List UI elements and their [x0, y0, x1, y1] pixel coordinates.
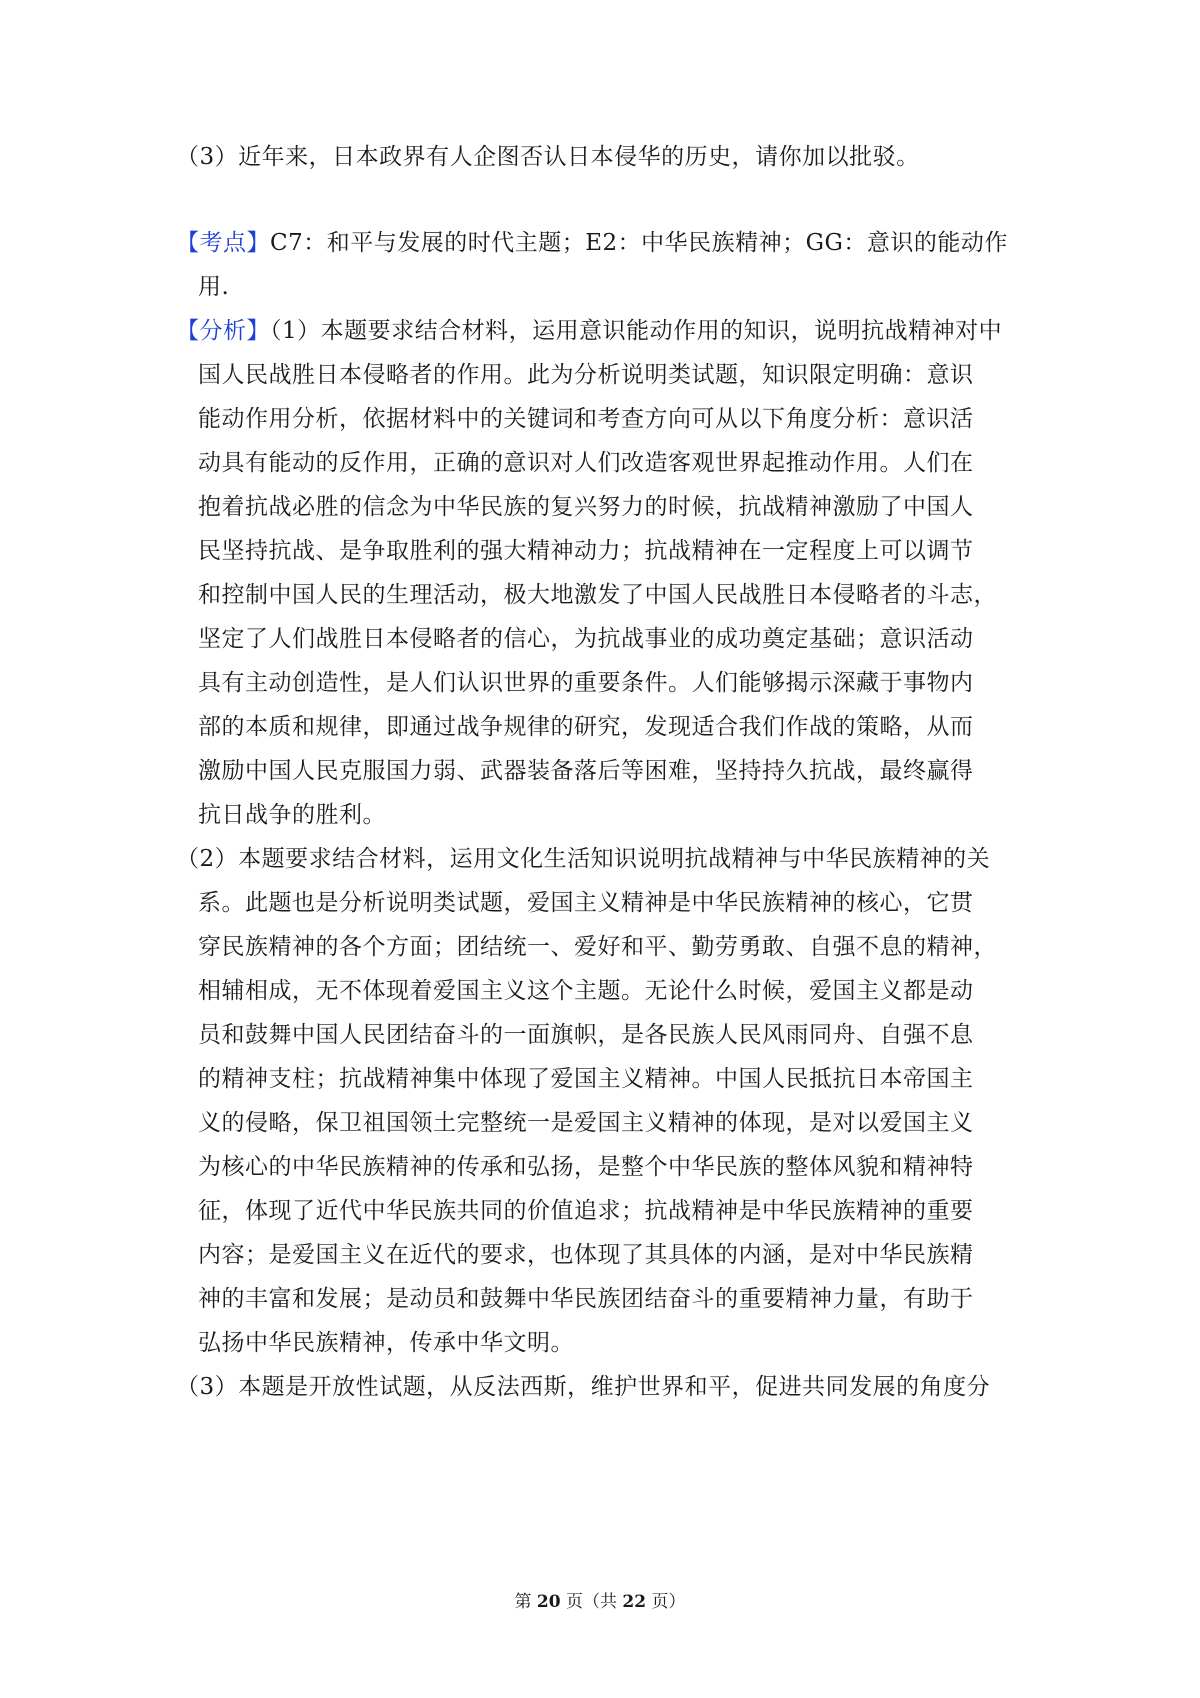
fenxi-p2-line: 神的丰富和发展；是动员和鼓舞中华民族团结奋斗的重要精神力量，有助于: [198, 1286, 974, 1312]
kaodian-tag: 【考点】: [176, 230, 270, 256]
fenxi-p1-line: 国人民战胜日本侵略者的作用。此为分析说明类试题，知识限定明确：意识: [198, 362, 974, 388]
fenxi-p1-line: 具有主动创造性，是人们认识世界的重要条件。人们能够揭示深藏于事物内: [198, 670, 974, 696]
fenxi-p2-line: 弘扬中华民族精神，传承中华文明。: [198, 1330, 574, 1356]
total-pages: 22: [622, 1592, 647, 1612]
fenxi-p2-line: 征，体现了近代中华民族共同的价值追求；抗战精神是中华民族精神的重要: [198, 1198, 974, 1224]
kaodian-line-1: [176, 228, 1008, 258]
fenxi-tag: 【分析】: [176, 318, 270, 344]
fenxi-p1-line: 激励中国人民克服国力弱、武器装备落后等困难，坚持持久抗战，最终赢得: [198, 758, 974, 784]
page-number: 20: [536, 1592, 561, 1612]
fenxi-p2-line: 相辅相成，无不体现着爱国主义这个主题。无论什么时候，爱国主义都是动: [198, 978, 974, 1004]
fenxi-p1-line: 能动作用分析，依据材料中的关键词和考查方向可从以下角度分析：意识活: [198, 406, 974, 432]
fenxi-text: （1）本题要求结合材料，运用意识能动作用的知识，说明抗战精神对中: [270, 318, 1003, 344]
page-footer: [0, 1590, 1200, 1614]
fenxi-p1-line: 抗日战争的胜利。: [198, 802, 386, 828]
fenxi-p2-line: 为核心的中华民族精神的传承和弘扬，是整个中华民族的整体风貌和精神特: [198, 1154, 974, 1180]
fenxi-p2-line: 的精神支柱；抗战精神集中体现了爱国主义精神。中国人民抵抗日本帝国主: [198, 1066, 974, 1092]
fenxi-p1-line: 部的本质和规律，即通过战争规律的研究，发现适合我们作战的策略，从而: [198, 714, 974, 740]
fenxi-p1-line: 动具有能动的反作用，正确的意识对人们改造客观世界起推动作用。人们在: [198, 450, 974, 476]
fenxi-p2-line: 内容；是爱国主义在近代的要求，也体现了其具体的内涵，是对中华民族精: [198, 1242, 974, 1268]
fenxi-p3-line: （3）本题是开放性试题，从反法西斯，维护世界和平，促进共同发展的角度分: [176, 1374, 991, 1400]
kaodian-text: C7：和平与发展的时代主题；E2：中华民族精神；GG：意识的能动作: [270, 230, 1008, 256]
fenxi-p2-line: 穿民族精神的各个方面；团结统一、爱好和平、勤劳勇敢、自强不息的精神，: [198, 934, 997, 960]
fenxi-line-1: [176, 316, 1002, 346]
fenxi-p2-line: 员和鼓舞中国人民团结奋斗的一面旗帜，是各民族人民风雨同舟、自强不息: [198, 1022, 974, 1048]
fenxi-p1-line: 民坚持抗战、是争取胜利的强大精神动力；抗战精神在一定程度上可以调节: [198, 538, 974, 564]
footer-prefix: 第: [514, 1592, 537, 1612]
fenxi-p1-line: 和控制中国人民的生理活动，极大地激发了中国人民战胜日本侵略者的斗志，: [198, 582, 997, 608]
fenxi-p2-line: （2）本题要求结合材料，运用文化生活知识说明抗战精神与中华民族精神的关: [176, 846, 991, 872]
footer-middle: 页（共: [560, 1592, 623, 1612]
fenxi-p2-line: 系。此题也是分析说明类试题，爱国主义精神是中华民族精神的核心，它贯: [198, 890, 974, 916]
fenxi-p2-line: 义的侵略，保卫祖国领土完整统一是爱国主义精神的体现，是对以爱国主义: [198, 1110, 974, 1136]
kaodian-line-2: 用.: [198, 274, 230, 300]
fenxi-p1-line: 坚定了人们战胜日本侵略者的信心，为抗战事业的成功奠定基础；意识活动: [198, 626, 974, 652]
footer-suffix: 页）: [646, 1592, 686, 1612]
fenxi-p1-line: 抱着抗战必胜的信念为中华民族的复兴努力的时候，抗战精神激励了中国人: [198, 494, 974, 520]
question-3: （3）近年来，日本政界有人企图否认日本侵华的历史，请你加以批驳。: [176, 144, 920, 170]
